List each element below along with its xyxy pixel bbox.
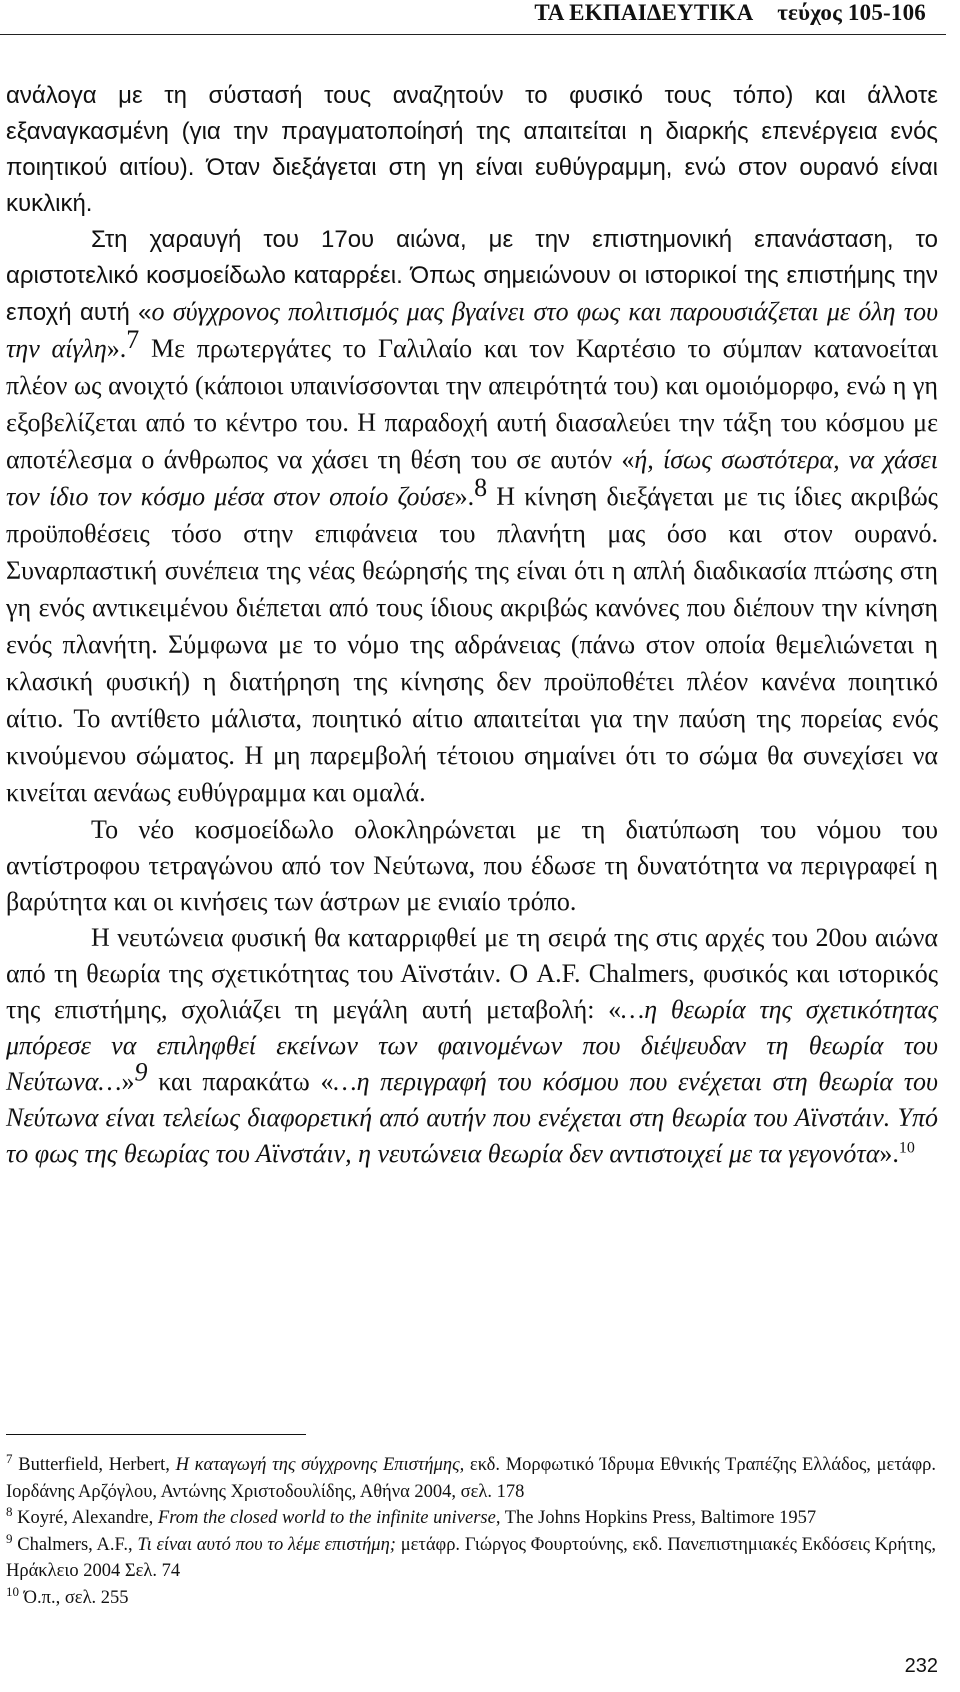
paragraph-text: ανάλογα με τη σύστασή τους αναζητούν το φυσικό τους τόπο) και άλλοτε εξαναγκασμένη (για την πραγματοποίησή της απαιτείται η διαρκής επενέργεια ενός ποιητικού αιτίου). Όταν διεξάγεται στη γη είναι ευθύγραμμη, ενώ στον ουρανό είναι κυκλική.	[6, 82, 938, 217]
footnote-ref-9[interactable]: 9	[134, 1057, 148, 1087]
footnote-author: Koyré, Alexandre,	[12, 1508, 158, 1528]
paragraph-text: Με πρωτεργάτες το Γαλιλαίο και τον Καρτέσιο το σύμπαν κατανοείται πλέον ως ανοιχτό (κάποιοι υπαινίσσονται την απειρότητά του) και ομοιόμορφο, ενώ η γη εξοβελίζεται από το κέντρο του. Η παραδοχή αυτή διασαλεύει την τάξη του κόσμου με αποτέλεσμα ο άνθρωπος να χάσει τη θέση του σε αυτόν «	[6, 334, 938, 474]
footnote-number: 8	[6, 1503, 13, 1519]
issue-number: τεύχος 105-106	[777, 0, 926, 25]
paragraph-text: και παρακάτω «	[147, 1067, 334, 1096]
quote-close: »	[121, 1067, 135, 1096]
quote-close: ».	[879, 1139, 899, 1168]
quote-text: ο σύγχρονος πολιτισμός μας βγαίνει στο φως και παρουσιάζεται με όλη του την αίγλη	[6, 297, 938, 363]
page-number: 232	[904, 1655, 938, 1677]
quote-text: ή, ίσως σωστότερα, να χάσει τον ίδιο τον κόσμο μέσα στον οποίο ζούσε	[6, 445, 938, 511]
footnote-author: Ό.π., σελ. 255	[19, 1587, 129, 1608]
paragraph-text: Στη χαραυγή του 17ου αιώνα, με την επιστημονική επανάσταση, το αριστοτελικό κοσμοείδωλο καταρρέει. Όπως σημειώνουν οι ιστορικοί της επιστήμης την εποχή αυτή «	[6, 226, 938, 326]
quote-text: …η θεωρία της σχετικότητας μπόρεσε να επιληφθεί εκείνων των φαινομένων που διέψευδαν τη θεωρία του Νεύτωνα…	[6, 995, 939, 1096]
footnote-ref-7[interactable]: 7	[126, 325, 140, 354]
quote-close: ».	[106, 334, 127, 363]
paragraph-text: Η κίνηση διεξάγεται με τις ίδιες ακριβώς προϋποθέσεις τόσο στην επιφάνεια του πλανήτη μας όσο και στον ουρανό. Συναρπαστική συνέπεια της νέας θεώρησής της είναι ότι η απλή διαδικασία πτώσης στη γη ενός αντικειμένου διέπεται από τους ίδιους ακριβώς κανόνες που διέπουν την κίνηση ενός πλανήτη. Σύμφωνα με το νόμο της αδράνειας (πάνω στον οποία θεμελιώνεται η κλασική φυσική) η διατήρηση της κίνησης δεν προϋποθέτει πλέον κανένα ποιητικό αίτιο. Το αντίθετο μάλιστα, ποιητικό αίτιο απαιτείται για την παύση της πορείας ενός κινούμενου σώματος. Η μη παρεμβολή τέτοιου σημαίνει ότι το σώμα θα συνεχίσει να κινείται αενάως ευθύγραμμα και ομαλά.	[6, 482, 938, 807]
quote-text: …η περιγραφή του κόσμου που ενέχεται στη θεωρία του Νεύτωνα είναι τελείως διαφορετική από αυτήν που ενέχεται στη θεωρία του Αϊνστάιν. Υπό το φως της θεωρίας του Αϊνστάιν, η νευτώνεια θεωρία δεν αντιστοιχεί με τα γεγονότα	[6, 1067, 938, 1168]
footnote-9	[6, 1532, 936, 1585]
paragraph-text: Η νευτώνεια φυσική θα καταρριφθεί με τη σειρά της στις αρχές του 20ου αιώνα από τη θεωρία της σχετικότητας του Αϊνστάιν. Ο A.F. Chalmers, φυσικός και ιστορικός της επιστήμης, σχολιάζει τη μεγάλη αυτή μεταβολή: «	[6, 923, 938, 1024]
paragraph-text: Το νέο κοσμοείδωλο ολοκληρώνεται με τη διατύπωση του νόμου του αντίστροφου τετραγώνου από τον Νεύτωνα, που έδωσε τη δυνατότητα να περιγραφεί η βαρύτητα και οι κινήσεις των άστρων με ενιαίο τρόπο.	[6, 815, 938, 916]
footnote-title: Η καταγωγή της σύγχρονης Επιστήμης,	[175, 1455, 465, 1475]
footnote-7	[6, 1452, 936, 1505]
header-text	[534, 0, 926, 26]
article-body	[6, 78, 938, 1172]
footnote-number: 10	[6, 1583, 19, 1599]
footnote-details: εκδ. Μορφωτικό Ίδρυμα Εθνικής Τραπέζης Ελλάδος, μετάφρ. Ιορδάνης Αρζόγλου, Αντώνης Χριστοδουλίδης, Αθήνα 2004, σελ. 178	[6, 1455, 936, 1502]
footnote-details: , The Johns Hopkins Press, Baltimore 1957	[495, 1508, 817, 1528]
footnote-separator	[6, 1434, 306, 1435]
footnote-author: Butterfield, Herbert,	[12, 1455, 176, 1475]
paragraph-2	[6, 222, 938, 812]
footnote-title: Τι είναι αυτό που το λέμε επιστήμη;	[137, 1534, 396, 1555]
paragraph-1	[6, 78, 938, 222]
running-header	[0, 0, 946, 35]
paragraph-3	[6, 812, 938, 920]
footnote-author: Chalmers, A.F.,	[12, 1534, 138, 1555]
footnote-10	[6, 1585, 936, 1612]
footnote-title: From the closed world to the infinite universe	[157, 1508, 496, 1528]
footnote-ref-10[interactable]: 10	[898, 1139, 915, 1157]
footnote-details: μετάφρ. Γιώργος Φουρτούνης, εκδ. Πανεπιστημιακές Εκδόσεις Κρήτης, Ηράκλειο 2004 Σελ. 74	[6, 1534, 936, 1581]
footnote-number: 9	[6, 1530, 13, 1546]
footnote-8	[6, 1505, 936, 1532]
footnote-number: 7	[6, 1450, 13, 1466]
journal-title: ΤΑ ΕΚΠΑΙΔΕΥΤΙΚΑ	[534, 0, 754, 25]
footnote-ref-8[interactable]: 8	[474, 473, 488, 502]
quote-close: ».	[454, 482, 475, 511]
footnotes	[6, 1452, 936, 1611]
paragraph-4	[6, 920, 938, 1172]
